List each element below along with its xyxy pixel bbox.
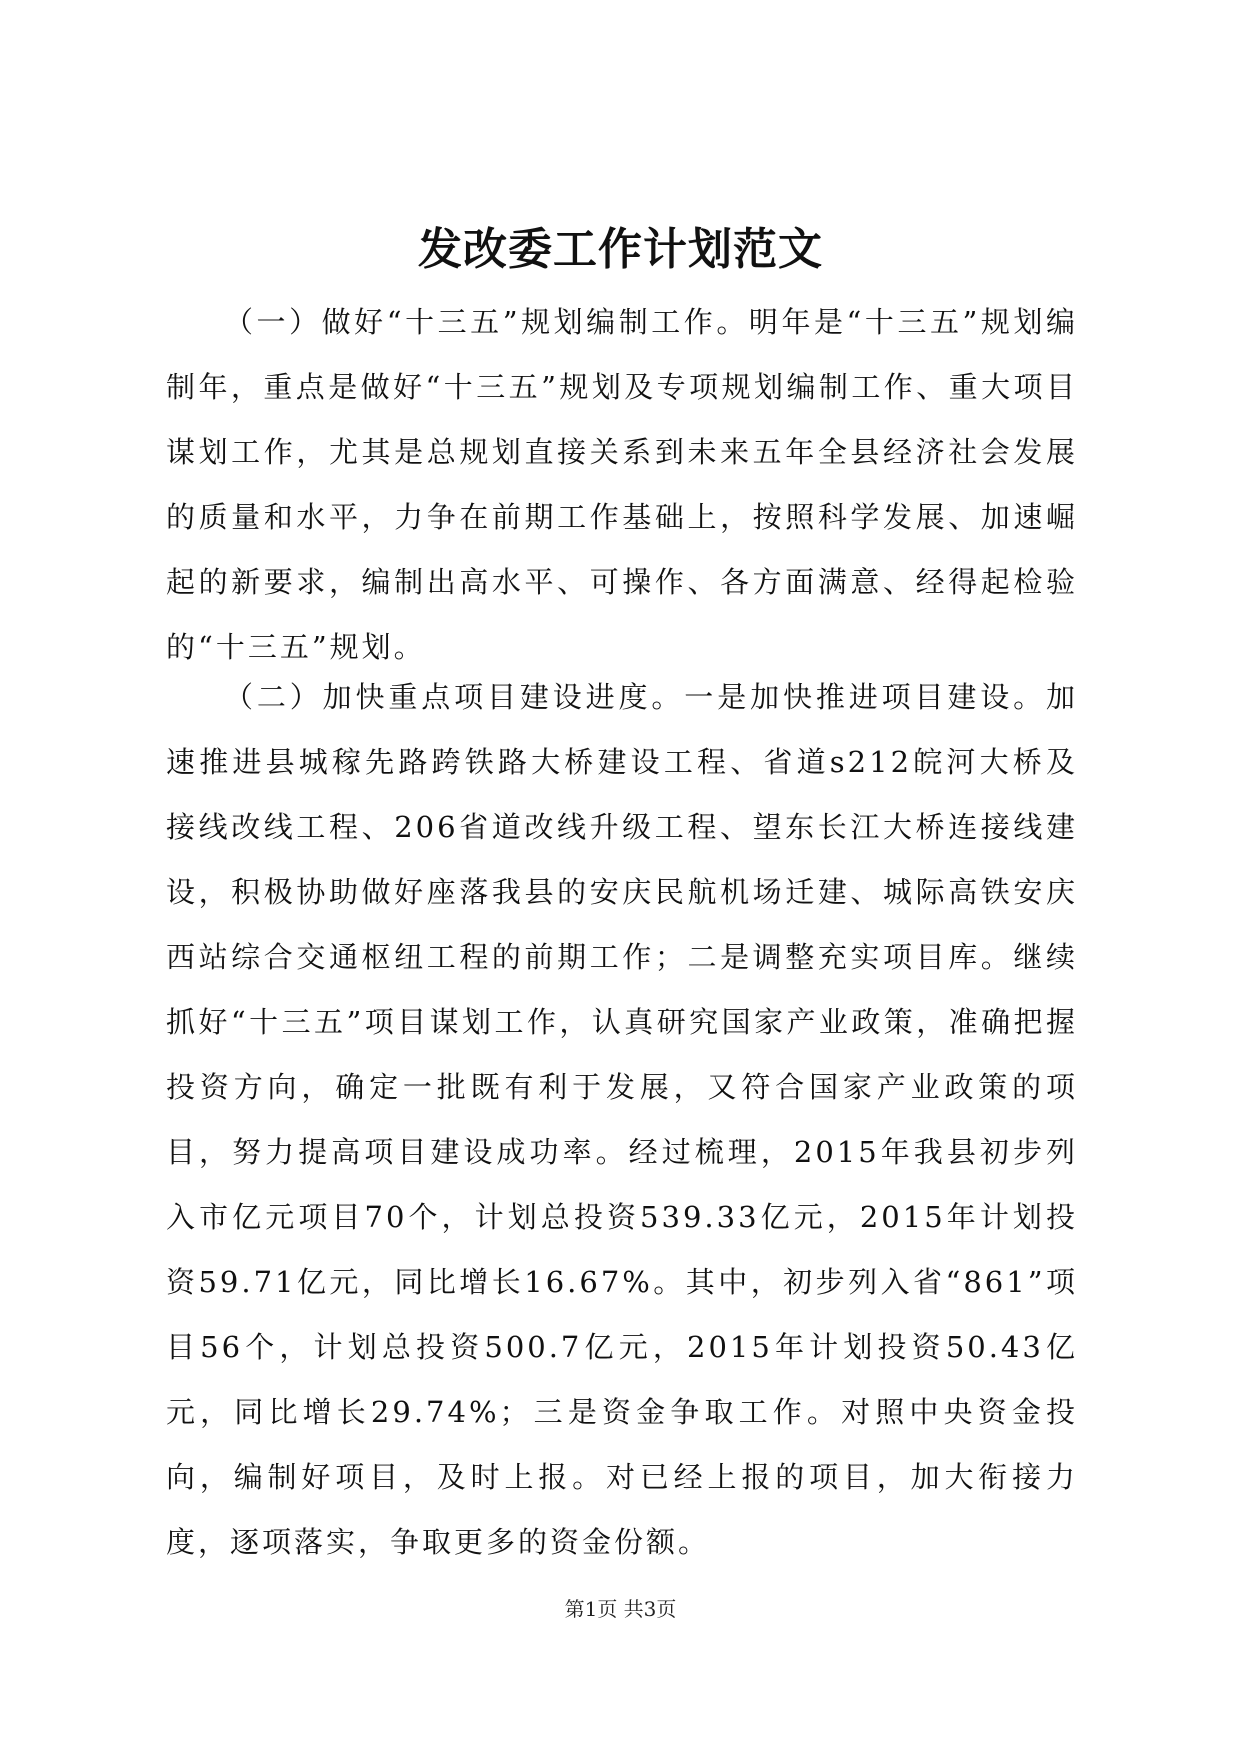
paragraph-2: （二）加快重点项目建设进度。一是加快推进项目建设。加速推进县城稼先路跨铁路大桥建设工程、省道s212皖河大桥及接线改线工程、206省道改线升级工程、望东长江大桥连接线建设，积极协助做好座落我县的安庆民航机场迁建、城际高铁安庆西站综合交通枢纽工程的前期工作；二是调整充实项目库。继续抓好“十三五”项目谋划工作，认真研究国家产业政策，准确把握投资方向，确定一批既有利于发展，又符合国家产业政策的项目，努力提高项目建设成功率。经过梳理，2015年我县初步列入市亿元项目70个，计划总投资539.33亿元，2015年计划投资59.71亿元，同比增长16.67%。其中，初步列入省“861”项目56个，计划总投资500.7亿元，2015年计划投资50.43亿元，同比增长29.74%；三是资金争取工作。对照中央资金投向，编制好项目，及时上报。对已经上报的项目，加大衔接力度，逐项落实，争取更多的资金份额。: [166, 680, 1078, 1559]
paragraph-1: （一）做好“十三五”规划编制工作。明年是“十三五”规划编制年，重点是做好“十三五”规划及专项规划编制工作、重大项目谋划工作，尤其是总规划直接关系到未来五年全县经济社会发展的质量和水平，力争在前期工作基础上，按照科学发展、加速崛起的新要求，编制出高水平、可操作、各方面满意、经得起检验的“十三五”规划。: [166, 305, 1078, 664]
page-footer: 第1页 共3页: [564, 1597, 677, 1621]
document-title: 发改委工作计划范文: [418, 224, 823, 275]
